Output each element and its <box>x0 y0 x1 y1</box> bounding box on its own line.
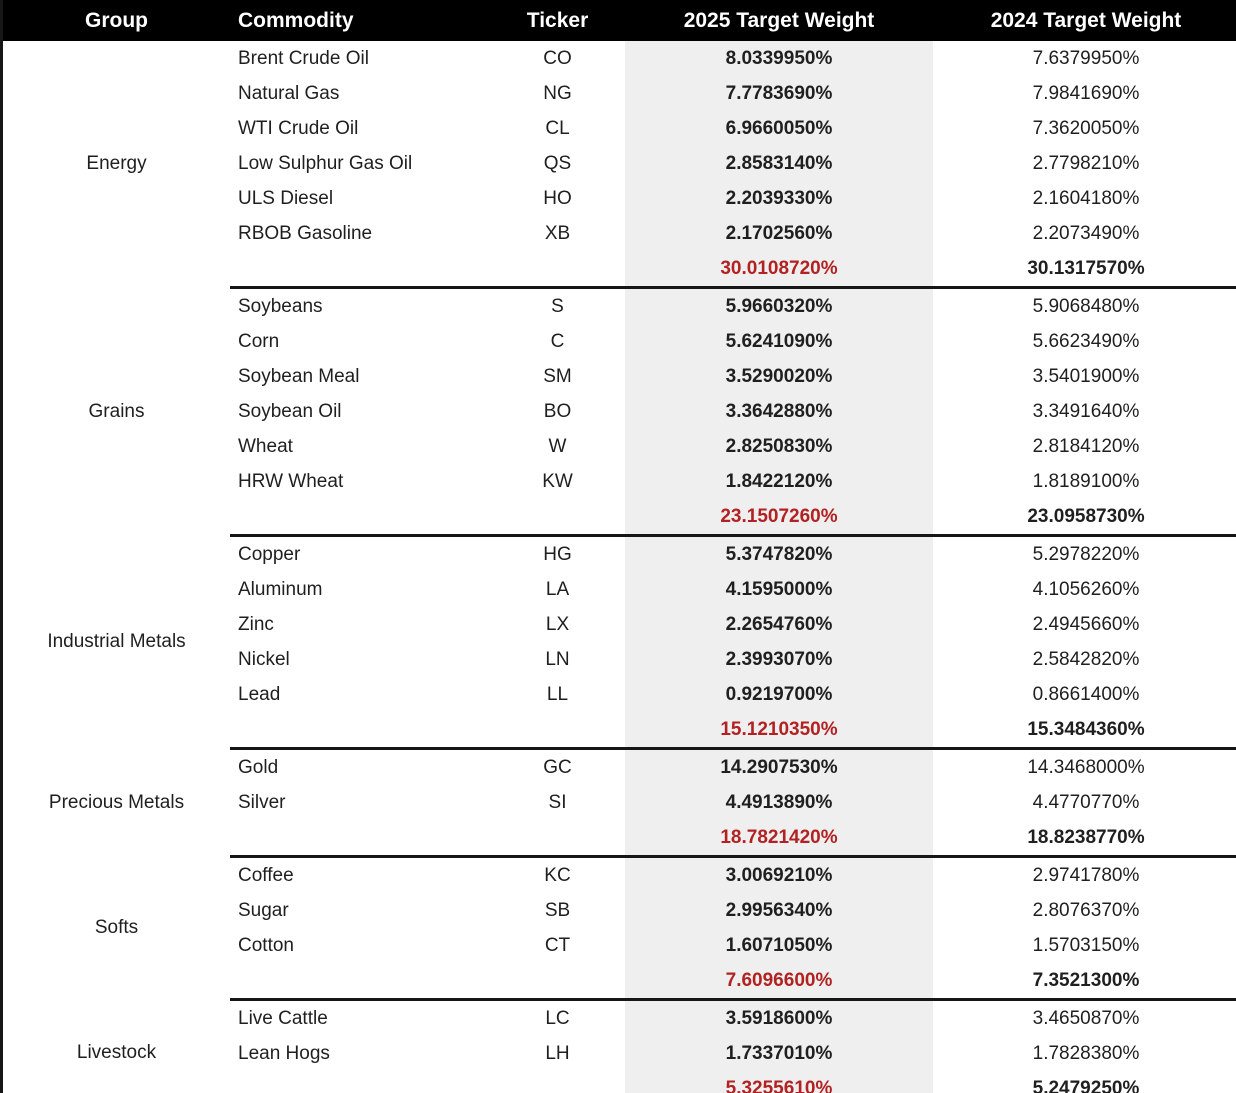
weight-2025-cell: 3.0069210% <box>625 857 933 894</box>
group-cell: Grains <box>88 400 145 422</box>
ticker-cell: W <box>548 435 567 457</box>
subtotal-2025-cell: 5.3255610% <box>625 1071 933 1093</box>
weight-2025-cell: 1.7337010% <box>625 1036 933 1071</box>
subtotal-2025-cell: 18.7821420% <box>625 820 933 857</box>
weight-2025-cell: 7.7783690% <box>625 76 933 111</box>
weight-2024-cell: 14.3468000% <box>1027 756 1145 778</box>
table-header <box>3 0 1236 41</box>
weight-2024-cell: 3.3491640% <box>1032 400 1140 422</box>
weight-2025-cell: 2.2039330% <box>625 181 933 216</box>
ticker-cell: CL <box>545 117 570 139</box>
subtotal-2025-cell: 23.1507260% <box>625 499 933 536</box>
weight-2024-cell: 4.4770770% <box>1032 791 1140 813</box>
ticker-cell: BO <box>543 400 572 422</box>
subtotal-2024-cell: 30.1317570% <box>933 251 1236 288</box>
weight-2025-cell: 2.8583140% <box>625 146 933 181</box>
subtotal-2025-cell: 30.0108720% <box>625 251 933 288</box>
commodity-cell: Soybeans <box>238 295 323 317</box>
weight-2025-cell: 2.9956340% <box>625 893 933 928</box>
weight-2025-cell: 8.0339950% <box>625 41 933 76</box>
weight-2025-cell: 6.9660050% <box>625 111 933 146</box>
empty-commodity-cell <box>230 1071 490 1093</box>
header-2024-weight: 2024 Target Weight <box>933 0 1236 41</box>
weight-2024-cell: 2.4945660% <box>1032 613 1140 635</box>
weight-2024-cell: 7.3620050% <box>1032 117 1140 139</box>
commodity-row <box>3 1000 1236 1037</box>
weight-2025-cell: 3.5918600% <box>625 1000 933 1037</box>
ticker-cell: LH <box>545 1042 570 1064</box>
weight-2024-cell: 2.9741780% <box>1032 864 1140 886</box>
commodity-cell: Zinc <box>238 613 274 635</box>
weight-2024-cell: 1.5703150% <box>1032 934 1140 956</box>
weight-2025-cell: 3.5290020% <box>625 359 933 394</box>
weight-2025-cell: 2.1702560% <box>625 216 933 251</box>
header-commodity: Commodity <box>230 0 490 41</box>
group-cell: Livestock <box>76 1042 157 1064</box>
commodity-row <box>3 536 1236 573</box>
weight-2025-cell: 4.1595000% <box>625 572 933 607</box>
header-ticker: Ticker <box>490 0 625 41</box>
commodity-cell: Aluminum <box>238 578 323 600</box>
subtotal-2024-cell: 18.8238770% <box>933 820 1236 857</box>
weight-2025-cell: 4.4913890% <box>625 785 933 820</box>
group-cell: Energy <box>86 153 147 175</box>
commodity-cell: Cotton <box>238 934 294 956</box>
commodity-row <box>3 749 1236 786</box>
subtotal-2025-cell: 7.6096600% <box>625 963 933 1000</box>
empty-commodity-cell <box>230 499 490 536</box>
weight-2024-cell: 2.2073490% <box>1032 222 1140 244</box>
commodity-cell: RBOB Gasoline <box>238 222 373 244</box>
empty-ticker-cell <box>490 712 625 749</box>
commodity-cell: ULS Diesel <box>238 187 334 209</box>
group-cell: Industrial Metals <box>47 631 186 652</box>
weight-2025-cell: 5.9660320% <box>625 288 933 325</box>
empty-commodity-cell <box>230 963 490 1000</box>
commodity-cell: Sugar <box>238 899 289 921</box>
ticker-cell: XB <box>544 222 571 244</box>
subtotal-2024-cell: 15.3484360% <box>933 712 1236 749</box>
commodity-cell: Low Sulphur Gas Oil <box>238 152 413 174</box>
ticker-cell: SM <box>543 365 572 387</box>
ticker-cell: SB <box>544 899 571 921</box>
ticker-cell: C <box>550 330 565 352</box>
ticker-cell: CT <box>544 934 571 956</box>
weight-2024-cell: 4.1056260% <box>1032 578 1140 600</box>
weight-2024-cell: 1.8189100% <box>1032 470 1140 492</box>
ticker-cell: LA <box>545 578 570 600</box>
ticker-cell: GC <box>543 756 572 778</box>
group-cell: Softs <box>94 917 139 938</box>
weight-2025-cell: 0.9219700% <box>625 677 933 712</box>
ticker-cell: LC <box>545 1007 570 1029</box>
commodity-cell: WTI Crude Oil <box>238 117 359 139</box>
weight-2024-cell: 2.5842820% <box>1032 648 1140 670</box>
ticker-cell: LX <box>545 613 570 635</box>
commodity-cell: Wheat <box>238 435 293 457</box>
commodity-cell: Copper <box>238 543 301 565</box>
weight-2025-cell: 2.8250830% <box>625 429 933 464</box>
commodity-row <box>3 857 1236 894</box>
ticker-cell: CO <box>543 47 572 69</box>
header-row <box>3 0 1236 41</box>
ticker-cell: HO <box>543 187 572 209</box>
commodity-cell: Nickel <box>238 648 290 670</box>
commodity-cell: Live Cattle <box>238 1007 328 1029</box>
weight-2025-cell: 5.6241090% <box>625 324 933 359</box>
weight-2025-cell: 5.3747820% <box>625 536 933 573</box>
weight-2024-cell: 5.9068480% <box>1032 295 1140 317</box>
weight-2025-cell: 1.6071050% <box>625 928 933 963</box>
weight-2024-cell: 2.7798210% <box>1032 152 1140 174</box>
weight-2024-cell: 7.6379950% <box>1032 47 1140 69</box>
header-group: Group <box>3 0 230 41</box>
commodity-cell: Soybean Oil <box>238 400 342 422</box>
ticker-cell: HG <box>543 543 572 565</box>
ticker-cell: NG <box>543 82 572 104</box>
empty-ticker-cell <box>490 499 625 536</box>
subtotal-2024-cell: 7.3521300% <box>933 963 1236 1000</box>
weight-2024-cell: 5.6623490% <box>1032 330 1140 352</box>
ticker-cell: SI <box>548 791 567 813</box>
empty-ticker-cell <box>490 820 625 857</box>
weight-2024-cell: 3.4650870% <box>1032 1007 1140 1029</box>
empty-commodity-cell <box>230 712 490 749</box>
commodity-cell: HRW Wheat <box>238 470 344 492</box>
empty-ticker-cell <box>490 251 625 288</box>
commodity-cell: Lead <box>238 683 281 705</box>
subtotal-2025-cell: 15.1210350% <box>625 712 933 749</box>
commodity-cell: Lean Hogs <box>238 1042 330 1064</box>
weight-2024-cell: 2.8076370% <box>1032 899 1140 921</box>
weights-table <box>3 0 1236 1093</box>
weight-2025-cell: 3.3642880% <box>625 394 933 429</box>
empty-commodity-cell <box>230 251 490 288</box>
commodity-cell: Soybean Meal <box>238 365 360 387</box>
weight-2025-cell: 1.8422120% <box>625 464 933 499</box>
subtotal-2024-cell: 23.0958730% <box>933 499 1236 536</box>
empty-ticker-cell <box>490 1071 625 1093</box>
weight-2025-cell: 2.2654760% <box>625 607 933 642</box>
commodity-row <box>3 41 1236 76</box>
commodity-cell: Coffee <box>238 864 294 886</box>
ticker-cell: LN <box>545 648 570 670</box>
header-2025-weight: 2025 Target Weight <box>625 0 933 41</box>
weight-2024-cell: 7.9841690% <box>1032 82 1140 104</box>
commodity-cell: Gold <box>238 756 279 778</box>
ticker-cell: KC <box>544 864 571 886</box>
subtotal-2024-cell: 5.2479250% <box>933 1071 1236 1093</box>
ticker-cell: LL <box>546 683 569 705</box>
ticker-cell: KW <box>542 470 573 492</box>
ticker-cell: QS <box>543 152 572 174</box>
commodity-row <box>3 288 1236 325</box>
weight-2025-cell: 14.2907530% <box>625 749 933 786</box>
weight-2024-cell: 1.7828380% <box>1032 1042 1140 1064</box>
weight-2024-cell: 0.8661400% <box>1032 683 1140 705</box>
table-body <box>3 41 1236 1093</box>
group-cell: Precious Metals <box>48 791 185 813</box>
empty-ticker-cell <box>490 963 625 1000</box>
commodity-cell: Brent Crude Oil <box>238 47 369 69</box>
weight-2024-cell: 2.1604180% <box>1032 187 1140 209</box>
weight-2024-cell: 2.8184120% <box>1032 435 1140 457</box>
empty-commodity-cell <box>230 820 490 857</box>
commodity-cell: Natural Gas <box>238 82 340 104</box>
commodity-cell: Silver <box>238 791 286 813</box>
ticker-cell: S <box>551 295 564 317</box>
commodity-cell: Corn <box>238 330 280 352</box>
weight-2024-cell: 5.2978220% <box>1032 543 1140 565</box>
weight-2024-cell: 3.5401900% <box>1032 365 1140 387</box>
weight-2025-cell: 2.3993070% <box>625 642 933 677</box>
